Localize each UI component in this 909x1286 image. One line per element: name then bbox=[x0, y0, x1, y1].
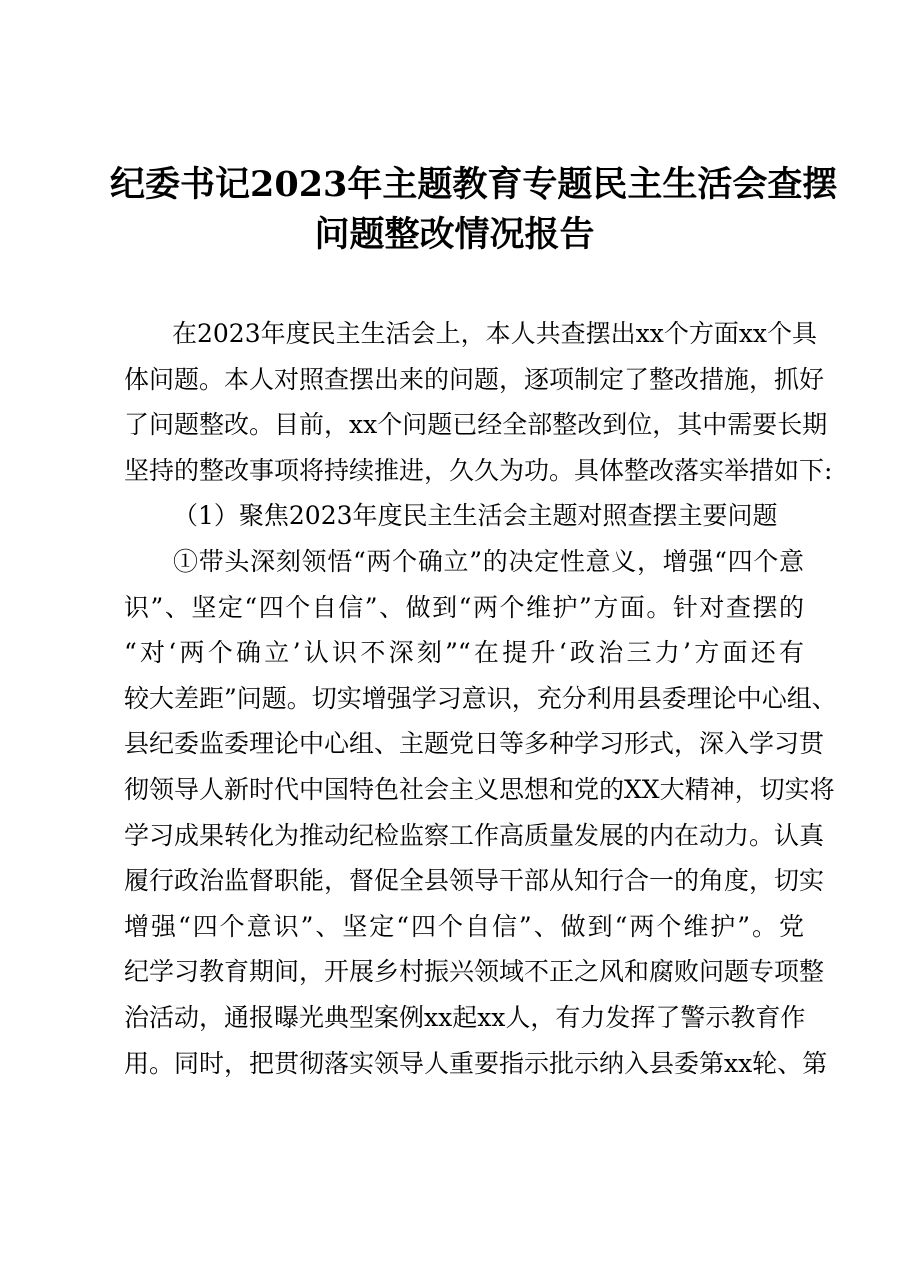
paragraph-line: 治活动，通报曝光典型案例xx起xx人，有力发挥了警示教育作 bbox=[124, 1002, 806, 1032]
paragraph-line: 纪学习教育期间，开展乡村振兴领域不正之风和腐败问题专项整 bbox=[124, 957, 825, 987]
paragraph-line: “对‘两个确立’认识不深刻”“在提升‘政治三力’方面还有 bbox=[124, 638, 804, 668]
paragraph-line: 学习成果转化为推动纪检监察工作高质量发展的内在动力。认真 bbox=[124, 820, 825, 850]
title-line-2: 问题整改情况报告 bbox=[314, 214, 595, 255]
paragraph-line: ①带头深刻领悟“两个确立”的决定性意义，增强“四个意 bbox=[173, 546, 804, 576]
document-body bbox=[124, 311, 837, 1086]
document-title bbox=[110, 160, 838, 260]
paragraph-line: 增强“四个意识”、坚定“四个自信”、做到“两个维护”。党 bbox=[124, 911, 804, 941]
paragraph-line: 较大差距”问题。切实增强学习意识，充分利用县委理论中心组、 bbox=[124, 683, 837, 713]
paragraph-line: 县纪委监委理论中心组、主题党日等多种学习形式，深入学习贯 bbox=[124, 729, 825, 759]
paragraph-line: 了问题整改。目前，xx个问题已经全部整改到位，其中需要长期 bbox=[124, 410, 828, 440]
paragraph-line: 坚持的整改事项将持续推进，久久为功。具体整改落实举措如下: bbox=[124, 455, 833, 485]
paragraph-line: 体问题。本人对照查摆出来的问题，逐项制定了整改措施，抓好 bbox=[124, 364, 825, 394]
paragraph-line: 彻领导人新时代中国特色社会主义思想和党的XX大精神，切实将 bbox=[124, 774, 835, 804]
paragraph-line: 用。同时，把贯彻落实领导人重要指示批示纳入县委第xx轮、第 bbox=[124, 1048, 828, 1078]
section-heading: （1）聚焦2023年度民主生活会主题对照查摆主要问题 bbox=[173, 501, 778, 531]
paragraph-line: 履行政治监督职能，督促全县领导干部从知行合一的角度，切实 bbox=[124, 866, 825, 896]
title-line-1: 纪委书记2023年主题教育专题民主生活会查摆 bbox=[110, 164, 838, 205]
paragraph-line: 识”、坚定“四个自信”、做到“两个维护”方面。针对查摆的 bbox=[124, 592, 804, 622]
paragraph-line: 在2023年度民主生活会上，本人共查摆出xx个方面xx个具 bbox=[172, 319, 818, 348]
